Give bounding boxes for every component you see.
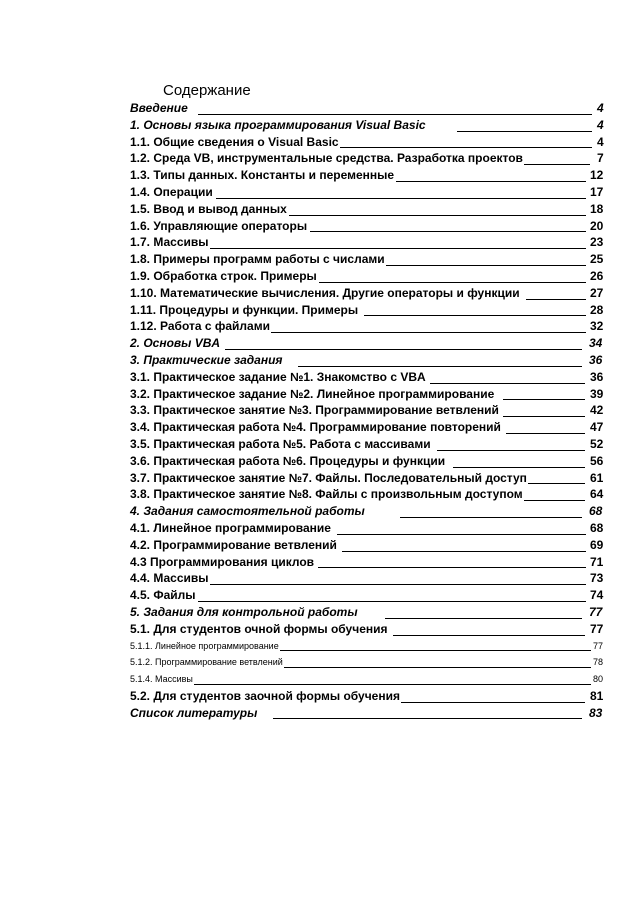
toc-entry bbox=[130, 470, 608, 487]
toc-page-number: 36 bbox=[590, 369, 604, 384]
toc-entry bbox=[130, 234, 608, 251]
toc-leader-line bbox=[276, 667, 591, 668]
toc-page-number: 39 bbox=[590, 386, 604, 401]
toc-entry bbox=[130, 688, 608, 705]
toc-entry-title: 5.1. Для студентов очной формы обучения bbox=[130, 621, 388, 636]
toc-entry-title: Список литературы bbox=[130, 705, 258, 720]
toc-entry-title: 5.2. Для студентов заочной формы обучения bbox=[130, 688, 400, 703]
toc-page-number: 61 bbox=[590, 470, 604, 485]
toc-entry-title: 3.3. Практическое занятие №3. Программирование ветвлений bbox=[130, 403, 499, 418]
toc-leader-line bbox=[289, 215, 586, 216]
toc-leader-line bbox=[527, 483, 585, 484]
toc-entry-title: 1.1. Общие сведения о Visual Basic bbox=[130, 134, 339, 149]
toc-entry bbox=[130, 453, 608, 470]
toc-leader-line bbox=[298, 366, 582, 367]
toc-leader-line bbox=[216, 198, 586, 199]
toc-entry bbox=[130, 486, 608, 503]
toc-leader-line bbox=[210, 248, 586, 249]
toc-entry-title: 4.1. Линейное программирование bbox=[130, 520, 331, 535]
toc-page-number: 20 bbox=[590, 218, 604, 233]
toc-entry-title: 4.2. Программирование ветвлений bbox=[130, 537, 337, 552]
toc-page-number: 47 bbox=[590, 420, 604, 435]
table-of-contents bbox=[130, 100, 608, 721]
toc-leader-line bbox=[364, 315, 586, 316]
toc-page-number: 77 bbox=[590, 621, 604, 636]
toc-entry-title: 1.7. Массивы bbox=[130, 235, 209, 250]
toc-page-number: 52 bbox=[590, 436, 604, 451]
toc-leader-line bbox=[385, 618, 582, 619]
toc-entry bbox=[130, 654, 608, 671]
toc-page-number: 80 bbox=[593, 671, 603, 688]
toc-entry bbox=[130, 318, 608, 335]
toc-entry bbox=[130, 419, 608, 436]
toc-page-number: 34 bbox=[589, 336, 603, 351]
toc-page-number: 81 bbox=[590, 688, 604, 703]
toc-entry bbox=[130, 604, 608, 621]
toc-leader-line bbox=[273, 718, 582, 719]
toc-page-number: 28 bbox=[590, 302, 604, 317]
toc-leader-line bbox=[524, 500, 585, 501]
toc-entry bbox=[130, 386, 608, 403]
toc-entry bbox=[130, 134, 608, 151]
toc-entry-title: 3.8. Практическое занятие №8. Файлы с произвольным доступом bbox=[130, 487, 523, 502]
toc-leader-line bbox=[198, 114, 592, 115]
toc-page-number: 71 bbox=[590, 554, 604, 569]
toc-entry bbox=[130, 285, 608, 302]
toc-page-number: 74 bbox=[590, 588, 604, 603]
toc-entry bbox=[130, 117, 608, 134]
toc-page-number: 83 bbox=[589, 705, 603, 720]
toc-entry bbox=[130, 503, 608, 520]
toc-leader-line bbox=[393, 635, 585, 636]
toc-leader-line bbox=[386, 265, 586, 266]
toc-leader-line bbox=[506, 433, 585, 434]
toc-page-number: 23 bbox=[590, 235, 604, 250]
toc-entry-title: Введение bbox=[130, 101, 188, 115]
toc-page-number: 78 bbox=[593, 654, 603, 671]
toc-entry bbox=[130, 369, 608, 386]
toc-entry bbox=[130, 201, 608, 218]
toc-entry bbox=[130, 587, 608, 604]
toc-page-number: 77 bbox=[589, 604, 603, 619]
toc-entry-title: 4.5. Файлы bbox=[130, 588, 196, 603]
toc-entry-title: 5. Задания для контрольной работы bbox=[130, 604, 358, 619]
toc-entry bbox=[130, 352, 608, 369]
toc-page-number: 4 bbox=[597, 117, 604, 132]
toc-leader-line bbox=[398, 702, 585, 703]
toc-page-number: 4 bbox=[597, 134, 604, 149]
toc-entry bbox=[130, 436, 608, 453]
toc-entry bbox=[130, 251, 608, 268]
toc-entry-title: 1.4. Операции bbox=[130, 184, 213, 199]
toc-page-number: 64 bbox=[590, 487, 604, 502]
toc-entry-title: 5.1.1. Линейное программирование bbox=[130, 638, 280, 655]
toc-entry bbox=[130, 671, 608, 688]
toc-entry-title: 5.1.4. Массивы bbox=[130, 671, 194, 688]
toc-leader-line bbox=[187, 684, 591, 685]
toc-entry bbox=[130, 638, 608, 655]
toc-leader-line bbox=[453, 467, 585, 468]
toc-entry-title: 3.6. Практическая работа №6. Процедуры и функции bbox=[130, 453, 446, 468]
toc-page-number: 26 bbox=[590, 268, 604, 283]
toc-page-number: 32 bbox=[590, 319, 604, 334]
toc-entry bbox=[130, 402, 608, 419]
toc-entry-title: 3.7. Практическое занятие №7. Файлы. Последовательный доступ bbox=[130, 470, 527, 485]
toc-page-number: 27 bbox=[590, 285, 604, 300]
toc-leader-line bbox=[273, 650, 591, 651]
toc-entry-title: 1.12. Работа с файлами bbox=[130, 319, 270, 334]
toc-entry-title: 2. Основы VBA bbox=[130, 336, 221, 351]
toc-entry-title: 5.1.2. Программирование ветвлений bbox=[130, 654, 284, 671]
toc-entry bbox=[130, 520, 608, 537]
toc-entry-title: 1.8. Примеры программ работы с числами bbox=[130, 252, 385, 267]
page-title: Содержание bbox=[163, 82, 251, 99]
toc-entry bbox=[130, 570, 608, 587]
toc-leader-line bbox=[225, 349, 582, 350]
toc-entry bbox=[130, 537, 608, 554]
toc-leader-line bbox=[437, 450, 585, 451]
toc-entry-title: 1.5. Ввод и вывод данных bbox=[130, 201, 287, 216]
toc-entry-title: 3.5. Практическая работа №5. Работа с массивами bbox=[130, 436, 431, 451]
toc-page-number: 7 bbox=[597, 151, 604, 166]
toc-page-number: 25 bbox=[590, 252, 604, 267]
toc-entry bbox=[130, 554, 608, 571]
toc-entry-title: 1.3. Типы данных. Константы и переменные bbox=[130, 168, 395, 183]
toc-leader-line bbox=[210, 584, 586, 585]
toc-entry bbox=[130, 218, 608, 235]
toc-entry-title: 3.4. Практическая работа №4. Программирование повторений bbox=[130, 420, 501, 435]
toc-leader-line bbox=[457, 131, 592, 132]
toc-entry bbox=[130, 621, 608, 638]
toc-entry-title: 3.2. Практическое задание №2. Линейное программирование bbox=[130, 386, 495, 401]
toc-page-number: 36 bbox=[589, 352, 603, 367]
toc-entry bbox=[130, 268, 608, 285]
toc-leader-line bbox=[396, 181, 586, 182]
toc-entry-title: 4.4. Массивы bbox=[130, 571, 209, 586]
toc-page-number: 68 bbox=[589, 504, 603, 519]
toc-leader-line bbox=[521, 164, 590, 165]
toc-page-number: 56 bbox=[590, 453, 604, 468]
toc-entry-title: 1. Основы языка программирования Visual Basic bbox=[130, 117, 426, 132]
toc-page-number: 77 bbox=[593, 638, 603, 655]
toc-leader-line bbox=[319, 282, 586, 283]
toc-entry-title: 1.10. Математические вычисления. Другие операторы и функции bbox=[130, 285, 520, 300]
toc-page-number: 17 bbox=[590, 184, 604, 199]
toc-entry bbox=[130, 150, 608, 167]
toc-entry-title: 1.2. Среда VB, инструментальные средства. Разработка проектов bbox=[130, 151, 523, 166]
toc-leader-line bbox=[270, 332, 586, 333]
toc-leader-line bbox=[342, 551, 586, 552]
toc-entry bbox=[130, 302, 608, 319]
toc-page-number: 12 bbox=[590, 168, 604, 183]
toc-leader-line bbox=[503, 416, 585, 417]
toc-leader-line bbox=[310, 231, 586, 232]
toc-entry bbox=[130, 705, 608, 722]
toc-entry-title: 4. Задания самостоятельной работы bbox=[130, 504, 365, 519]
toc-entry-title: 4.3 Программирования циклов bbox=[130, 554, 315, 569]
toc-leader-line bbox=[400, 517, 582, 518]
toc-page-number: 69 bbox=[590, 537, 604, 552]
toc-entry bbox=[130, 335, 608, 352]
toc-entry-title: 3. Практические задания bbox=[130, 352, 283, 367]
toc-leader-line bbox=[337, 147, 592, 148]
toc-entry-title: 1.9. Обработка строк. Примеры bbox=[130, 268, 317, 283]
toc-entry-title: 1.6. Управляющие операторы bbox=[130, 218, 308, 233]
toc-leader-line bbox=[430, 383, 585, 384]
toc-leader-line bbox=[337, 534, 586, 535]
toc-entry bbox=[130, 167, 608, 184]
toc-leader-line bbox=[503, 399, 585, 400]
toc-entry-title: 1.11. Процедуры и функции. Примеры bbox=[130, 302, 359, 317]
toc-entry-title: 3.1. Практическое задание №1. Знакомство с VBA bbox=[130, 369, 426, 384]
toc-page-number: 42 bbox=[590, 403, 604, 418]
toc-entry bbox=[130, 184, 608, 201]
toc-page-number: 4 bbox=[597, 101, 604, 115]
toc-leader-line bbox=[526, 299, 586, 300]
toc-page-number: 73 bbox=[590, 571, 604, 586]
toc-entry bbox=[130, 100, 608, 117]
toc-leader-line bbox=[198, 601, 586, 602]
toc-leader-line bbox=[318, 567, 586, 568]
toc-page-number: 68 bbox=[590, 520, 604, 535]
toc-page-number: 18 bbox=[590, 201, 604, 216]
